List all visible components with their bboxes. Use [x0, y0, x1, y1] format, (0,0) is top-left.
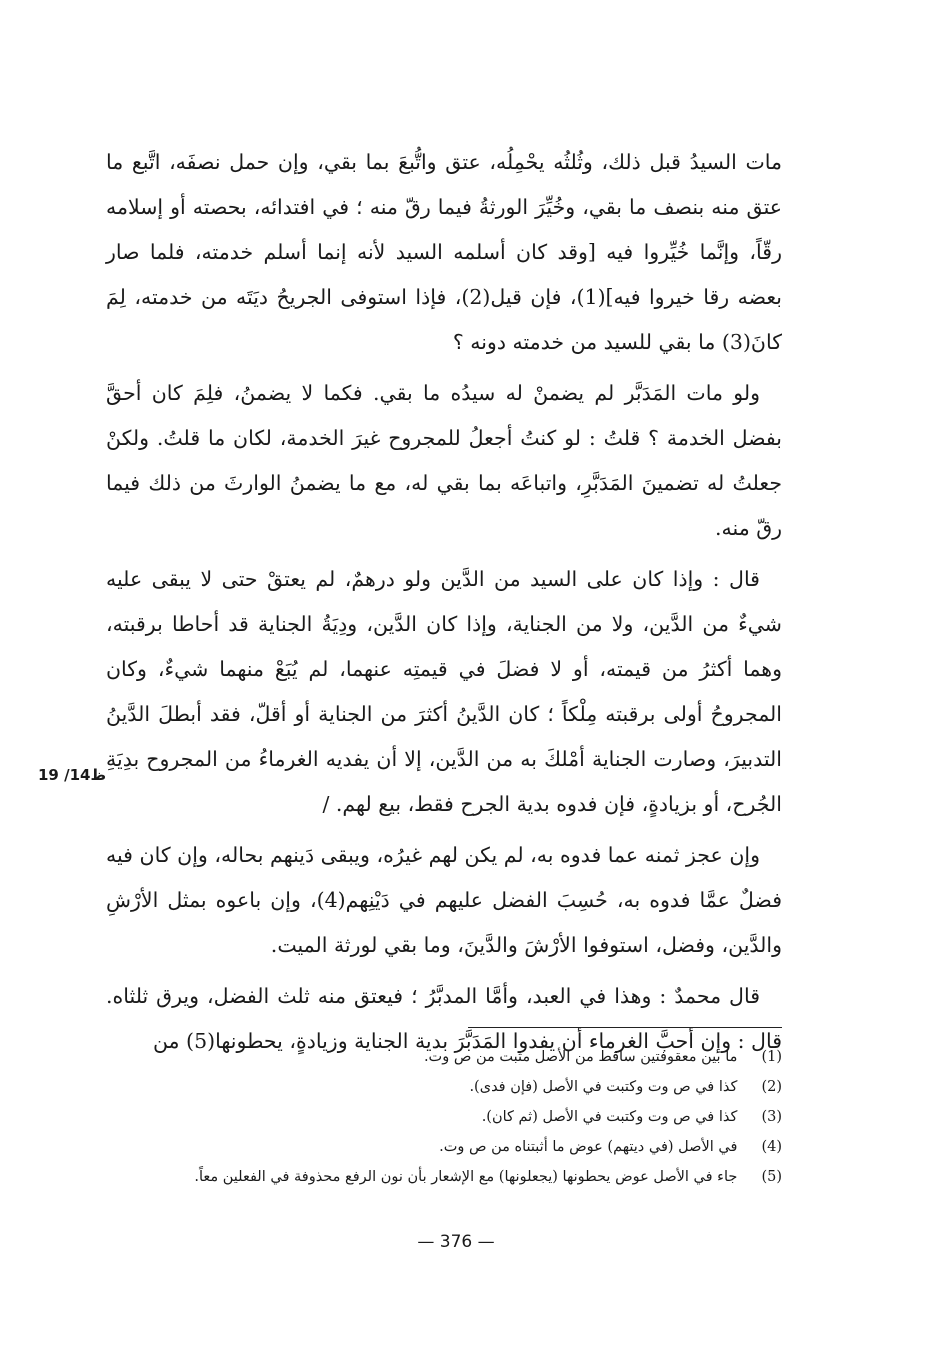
paragraph-1: مات السيدُ قبل ذلك، وثُلثُه يحْمِلُه، عتق واتُّبعَ بما بقي، وإن حمل نصفَه، اتَّبع ما عتق منه بنصف ما بقي، وخُيِّرَ الورثةُ فيما رقّ منه ؛ في افتدائه، بحصته أو إسلامه رقّاً، وإنَّما خُيِّروا فيه [وقد كان أسلمه السيد لأنه إنما أسلم خدمته، فلما صار بعضه رقا خيروا فيه](1)، فإن قيل(2)، فإذا استوفى الجريحُ ديَتَه من خدمته، لِمَ كانَ(3) ما بقي للسيد من خدمته دونه ؟: [106, 150, 782, 354]
footnote-4: [90, 1132, 782, 1162]
footnote-1: [90, 1042, 782, 1072]
footnote-text: ما بين معقوفتين ساقط من الأصل مثبت من ص وت.: [423, 1049, 738, 1065]
manuscript-folio-note: 19 /14ظ: [38, 766, 107, 784]
footnote-text: جاء في الأصل عوض يحطونها (يجعلونها) مع الإشعار بأن نون الرفع محذوفة في الفعلين معاً.: [194, 1169, 738, 1185]
footnote-number: (3): [761, 1109, 782, 1125]
paragraph-3: قال : وإذا كان على السيد من الدَّين ولو درهمٌ، لم يعتقْ حتى لا يبقى عليه شيءٌ من الدَّين، ولا من الجناية، وإذا كان الدَّين، ودِيَةُ الجناية قد أحاطا برقبته، وهما أكثرُ من قيمته، أو لا فضلَ في قيمتِه عنهما، لم يُبَعْ منهما شيءٌ، وكان المجروحُ أولى برقبته مِلْكاً ؛ كان الدَّينُ أكثرَ من الجناية أو أقلّ، فقد أبطلَ الدَّينُ التدبيرَ، وصارت الجناية أمْلكَ به من الدَّين، إلا أن يفديه الغرماءُ من المجروح بدِيَةِ الجُرح، أو بزيادةٍ، فإن فدوه بدية الجرح فقط، بيع لهم. /: [106, 567, 782, 816]
main-text: [106, 140, 782, 1070]
paragraph-5: قال محمدٌ : وهذا في العبد، وأمَّا المدبَّرُ ؛ فيعتق منه ثلث الفضل، ويرق ثلثاه. قال : وإن أحبَّ الغرماء أن يفدوا المَدَبَّرَ بدية الجناية وزيادةٍ، يحطونها(5) من: [106, 984, 782, 1053]
footnote-text: كذا في ص وت وكتبت في الأصل (فإن فدى).: [469, 1079, 738, 1095]
footnote-2: [90, 1072, 782, 1102]
footnote-text: كذا في ص وت وكتبت في الأصل (ثم كان).: [481, 1109, 738, 1125]
paragraph-4: وإن عجز ثمنه عما فدوه به، لم يكن لهم غيرُه، ويبقى دَينهم بحاله، وإن كان فيه فضلٌ عمَّا فدوه به، حُسِبَ الفضل عليهم في دَيْنِهم(4)، وإن باعوه بمثل الأرْشِ والدَّين، وفضل، استوفوا الأرْشَ والدَّينَ، وما بقي لورثة الميت.: [106, 843, 782, 957]
footnote-separator: [468, 1027, 782, 1028]
footnote-3: [90, 1102, 782, 1132]
footnote-number: (2): [761, 1079, 782, 1095]
paragraph-2: ولو مات المَدَبَّر لم يضمنْ له سيدُه ما بقي. فكما لا يضمنُ، فلِمَ كان أحقَّ بفضل الخدمة ؟ قلتُ : لو كنتُ أجعلُ للمجروح غيرَ الخدمة، لكان ما قلتُ. ولكنْ جعلتُ له تضمينَ المَدَبَّرِ، واتباعَه بما بقي له، مع ما يضمنُ الوارثَ من ذلك فيما رقّ منه.: [106, 381, 782, 540]
footnote-number: (1): [761, 1049, 782, 1065]
footnotes: [90, 1042, 782, 1192]
page-number: — 376 —: [417, 1232, 495, 1252]
footnote-text: في الأصل (في ديتهم) عوض ما أثبتناه من ص وت.: [439, 1139, 738, 1155]
footnote-number: (4): [761, 1139, 782, 1155]
footnote-number: (5): [761, 1169, 782, 1185]
footnote-5: [90, 1162, 782, 1192]
